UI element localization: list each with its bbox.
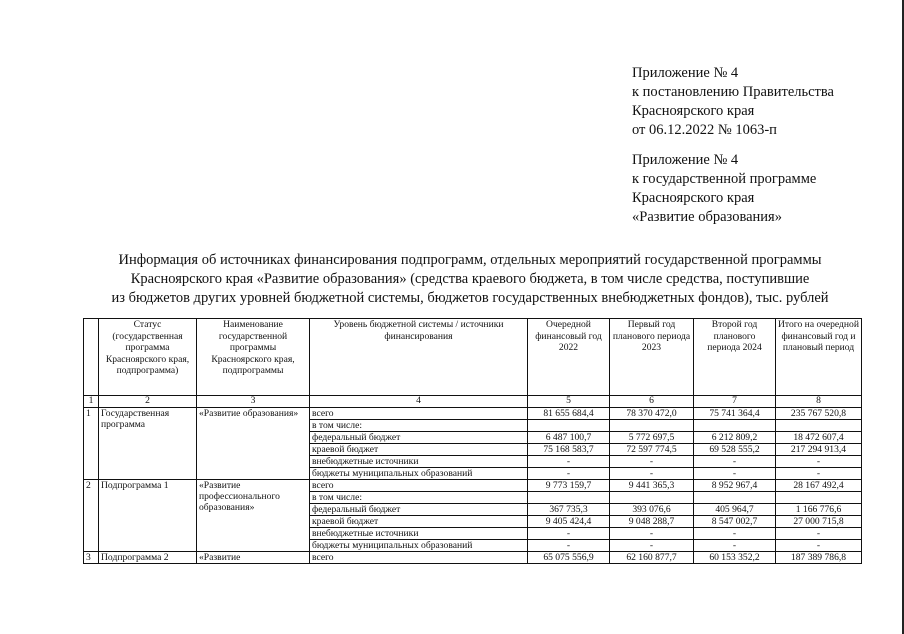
amount-cell: - <box>610 540 694 552</box>
amount-cell: 9 441 365,3 <box>610 480 694 492</box>
appendix-to-program <box>632 151 816 227</box>
amount-cell: 9 405 424,4 <box>528 516 610 528</box>
amount-cell: 62 160 877,7 <box>610 552 694 564</box>
budget-level-cell: всего <box>310 552 528 564</box>
column-number: 6 <box>610 396 694 408</box>
column-number: 3 <box>197 396 310 408</box>
appendix-line: к государственной программе <box>632 171 817 187</box>
amount-cell: - <box>776 540 862 552</box>
budget-level-cell: в том числе: <box>310 492 528 504</box>
amount-cell: 18 472 607,4 <box>776 432 862 444</box>
amount-cell: 81 655 684,4 <box>528 408 610 420</box>
header-cell <box>84 319 99 396</box>
amount-cell: 27 000 715,8 <box>776 516 862 528</box>
column-number: 8 <box>776 396 862 408</box>
appendix-line: от 06.12.2022 № 1063-п <box>632 122 777 138</box>
amount-cell: - <box>776 468 862 480</box>
header-cell: Первый год планового периода 2023 <box>610 319 694 396</box>
amount-cell: - <box>694 528 776 540</box>
amount-cell: - <box>694 456 776 468</box>
amount-cell: 5 772 697,5 <box>610 432 694 444</box>
amount-cell: - <box>610 468 694 480</box>
appendix-to-resolution <box>632 64 834 140</box>
program-name-cell: «Развитие <box>197 552 310 564</box>
financing-table <box>83 318 862 564</box>
column-number: 2 <box>99 396 197 408</box>
budget-level-cell: в том числе: <box>310 420 528 432</box>
amount-cell: - <box>776 456 862 468</box>
amount-cell: 235 767 520,8 <box>776 408 862 420</box>
budget-level-cell: федеральный бюджет <box>310 432 528 444</box>
header-cell: Уровень бюджетной системы / источники финансирования <box>310 319 528 396</box>
budget-level-cell: федеральный бюджет <box>310 504 528 516</box>
amount-cell: - <box>610 528 694 540</box>
appendix-line: к постановлению Правительства <box>632 84 834 100</box>
amount-cell: 75 741 364,4 <box>694 408 776 420</box>
amount-cell: - <box>694 468 776 480</box>
amount-cell: 187 389 786,8 <box>776 552 862 564</box>
amount-cell: 60 153 352,2 <box>694 552 776 564</box>
amount-cell: 65 075 556,9 <box>528 552 610 564</box>
table-header-row <box>84 319 862 396</box>
header-cell: Второй год планового периода 2024 <box>694 319 776 396</box>
amount-cell: 9 048 288,7 <box>610 516 694 528</box>
appendix-line: Приложение № 4 <box>632 152 739 168</box>
amount-cell: 69 528 555,2 <box>694 444 776 456</box>
amount-cell <box>776 492 862 504</box>
amount-cell: 1 166 776,6 <box>776 504 862 516</box>
amount-cell: - <box>776 528 862 540</box>
amount-cell: 405 964,7 <box>694 504 776 516</box>
budget-level-cell: краевой бюджет <box>310 444 528 456</box>
column-number: 5 <box>528 396 610 408</box>
amount-cell: 28 167 492,4 <box>776 480 862 492</box>
amount-cell: 367 735,3 <box>528 504 610 516</box>
amount-cell <box>694 492 776 504</box>
amount-cell <box>610 492 694 504</box>
amount-cell: 78 370 472,0 <box>610 408 694 420</box>
table-row <box>84 408 862 420</box>
row-number-cell: 1 <box>84 408 99 480</box>
appendix-line: Приложение № 4 <box>632 65 739 81</box>
appendix-line: Красноярского края <box>632 103 755 119</box>
amount-cell <box>528 492 610 504</box>
amount-cell: 72 597 774,5 <box>610 444 694 456</box>
program-name-cell: «Развитие профессионального образования» <box>197 480 310 552</box>
appendix-line: Красноярского края <box>632 190 755 206</box>
amount-cell: - <box>528 456 610 468</box>
table-row <box>84 480 862 492</box>
amount-cell: - <box>610 456 694 468</box>
header-cell: Очередной финансовый год 2022 <box>528 319 610 396</box>
title-line: Информация об источниках финансирования подпрограмм, отдельных мероприятий государственной программы <box>118 252 822 268</box>
title-line: Красноярского края «Развитие образования» (средства краевого бюджета, в том числе средства, поступившие <box>130 271 810 287</box>
amount-cell: - <box>694 540 776 552</box>
budget-level-cell: всего <box>310 408 528 420</box>
status-cell: Подпрограмма 1 <box>99 480 197 552</box>
document-title <box>70 251 870 308</box>
status-cell: Подпрограмма 2 <box>99 552 197 564</box>
amount-cell <box>610 420 694 432</box>
program-name-cell: «Развитие образования» <box>197 408 310 480</box>
budget-level-cell: бюджеты муниципальных образований <box>310 468 528 480</box>
budget-level-cell: внебюджетные источники <box>310 456 528 468</box>
table-row <box>84 552 862 564</box>
budget-level-cell: внебюджетные источники <box>310 528 528 540</box>
amount-cell <box>776 420 862 432</box>
amount-cell: 393 076,6 <box>610 504 694 516</box>
amount-cell: 217 294 913,4 <box>776 444 862 456</box>
appendix-line: «Развитие образования» <box>632 209 782 225</box>
amount-cell: - <box>528 468 610 480</box>
amount-cell: - <box>528 528 610 540</box>
amount-cell: 6 487 100,7 <box>528 432 610 444</box>
header-cell: Наименование государственной программы Красноярского края, подпрограммы <box>197 319 310 396</box>
amount-cell: 9 773 159,7 <box>528 480 610 492</box>
header-cell: Итого на очередной финансовый год и плановый период <box>776 319 862 396</box>
row-number-cell: 3 <box>84 552 99 564</box>
amount-cell: 8 952 967,4 <box>694 480 776 492</box>
amount-cell: 6 212 809,2 <box>694 432 776 444</box>
column-number: 4 <box>310 396 528 408</box>
budget-level-cell: краевой бюджет <box>310 516 528 528</box>
budget-level-cell: всего <box>310 480 528 492</box>
status-cell: Государственная программа <box>99 408 197 480</box>
budget-level-cell: бюджеты муниципальных образований <box>310 540 528 552</box>
amount-cell <box>694 420 776 432</box>
amount-cell: 75 168 583,7 <box>528 444 610 456</box>
title-line: из бюджетов других уровней бюджетной системы, бюджетов государственных внебюджетных фондов), тыс. рублей <box>111 290 829 306</box>
amount-cell: 8 547 002,7 <box>694 516 776 528</box>
header-cell: Статус (государственная программа Красноярского края, подпрограмма) <box>99 319 197 396</box>
amount-cell: - <box>528 540 610 552</box>
column-number: 1 <box>84 396 99 408</box>
row-number-cell: 2 <box>84 480 99 552</box>
amount-cell <box>528 420 610 432</box>
column-number: 7 <box>694 396 776 408</box>
column-number-row <box>84 396 862 408</box>
